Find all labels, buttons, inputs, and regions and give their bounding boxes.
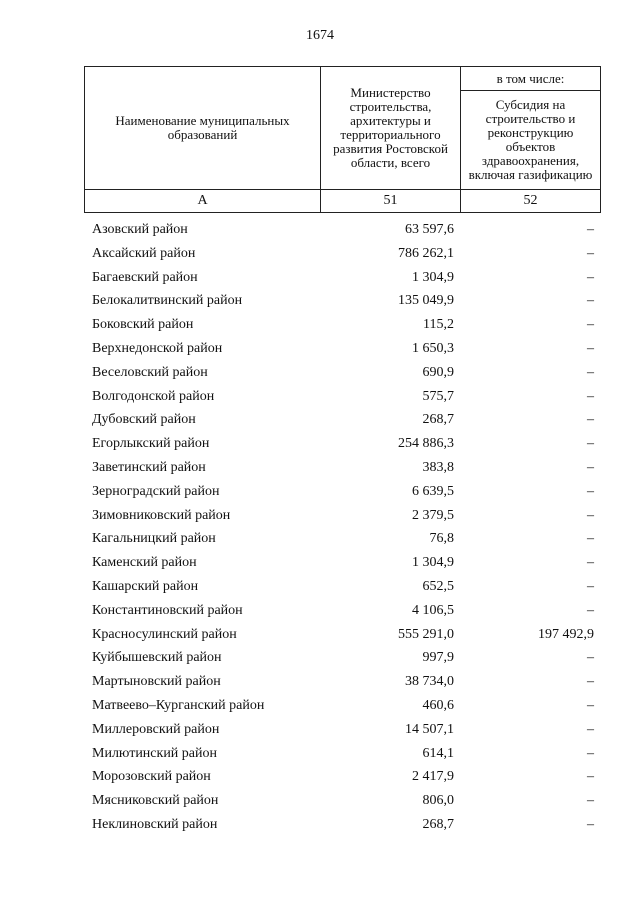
row-value-51: 115,2	[423, 317, 454, 333]
row-value-52: –	[587, 793, 594, 809]
row-value-52: 197 492,9	[538, 626, 594, 642]
row-value-52: –	[587, 459, 594, 475]
table-row	[84, 456, 600, 480]
row-name: Волгодонской район	[92, 388, 215, 404]
code-51: 51	[321, 190, 461, 213]
page-number: 1674	[306, 28, 334, 43]
row-value-51: 1 304,9	[412, 269, 454, 285]
header-including: в том числе:	[461, 67, 601, 91]
row-name: Мясниковский район	[92, 793, 219, 809]
table-row	[84, 646, 600, 670]
table-row	[84, 385, 600, 409]
row-value-52: –	[587, 650, 594, 666]
header-ministry-total: Министерство строительства, архитектуры и территориального развития Ростовской области, всего	[321, 67, 461, 190]
code-52: 52	[461, 190, 601, 213]
table-row	[84, 765, 600, 789]
table-row	[84, 313, 600, 337]
row-name: Дубовский район	[92, 412, 196, 428]
table-row	[84, 361, 600, 385]
row-name: Зерноградский район	[92, 483, 220, 499]
row-value-52: –	[587, 269, 594, 285]
table-row	[84, 480, 600, 504]
row-value-51: 806,0	[422, 793, 454, 809]
row-value-51: 268,7	[422, 412, 454, 428]
row-value-52: –	[587, 816, 594, 832]
row-value-51: 786 262,1	[398, 245, 454, 261]
table-row	[84, 813, 600, 837]
row-value-52: –	[587, 674, 594, 690]
row-value-51: 690,9	[422, 364, 454, 380]
table-row	[84, 266, 600, 290]
row-value-51: 76,8	[429, 531, 454, 547]
row-value-51: 614,1	[422, 745, 454, 761]
row-name: Заветинский район	[92, 459, 206, 475]
row-name: Куйбышевский район	[92, 650, 222, 666]
row-value-51: 2 379,5	[412, 507, 454, 523]
row-name: Мартыновский район	[92, 674, 221, 690]
row-name: Красносулинский район	[92, 626, 237, 642]
row-value-52: –	[587, 697, 594, 713]
row-value-51: 38 734,0	[405, 674, 454, 690]
row-value-52: –	[587, 531, 594, 547]
table-row	[84, 789, 600, 813]
row-value-52: –	[587, 483, 594, 499]
row-value-51: 575,7	[422, 388, 454, 404]
row-value-52: –	[587, 388, 594, 404]
row-name: Егорлыкский район	[92, 436, 210, 452]
row-value-51: 254 886,3	[398, 436, 454, 452]
row-value-51: 14 507,1	[405, 721, 454, 737]
row-value-51: 268,7	[422, 816, 454, 832]
table-row	[84, 408, 600, 432]
table-row	[84, 623, 600, 647]
table-row	[84, 694, 600, 718]
row-name: Матвеево–Курганский район	[92, 697, 265, 713]
row-name: Миллеровский район	[92, 721, 220, 737]
row-value-52: –	[587, 507, 594, 523]
row-value-51: 555 291,0	[398, 626, 454, 642]
row-value-52: –	[587, 721, 594, 737]
row-value-51: 4 106,5	[412, 602, 454, 618]
row-value-51: 63 597,6	[405, 222, 454, 237]
row-value-52: –	[587, 340, 594, 356]
table-row	[84, 242, 600, 266]
row-value-52: –	[587, 578, 594, 594]
table-row	[84, 551, 600, 575]
row-value-51: 652,5	[422, 578, 454, 594]
row-name: Белокалитвинский район	[92, 293, 243, 309]
row-value-51: 1 304,9	[412, 555, 454, 571]
code-a: А	[85, 190, 321, 213]
row-name: Кашарский район	[92, 578, 199, 594]
table-row	[84, 504, 600, 528]
table-row	[84, 337, 600, 361]
row-name: Аксайский район	[92, 245, 196, 261]
row-value-52: –	[587, 602, 594, 618]
table-header	[84, 66, 601, 213]
row-name: Верхнедонской район	[92, 340, 223, 356]
table-row	[84, 575, 600, 599]
row-name: Кагальницкий район	[92, 531, 216, 547]
row-value-51: 997,9	[422, 650, 454, 666]
row-value-52: –	[587, 293, 594, 309]
table-row	[84, 432, 600, 456]
table-row	[84, 599, 600, 623]
row-name: Милютинский район	[92, 745, 218, 761]
row-value-51: 135 049,9	[398, 293, 454, 309]
table-row	[84, 718, 600, 742]
row-value-51: 1 650,3	[412, 340, 454, 356]
table-row	[84, 527, 600, 551]
header-municipality: Наименование муниципальных образований	[85, 67, 321, 190]
row-value-52: –	[587, 317, 594, 333]
row-name: Морозовский район	[92, 769, 211, 785]
row-value-52: –	[587, 412, 594, 428]
row-value-51: 460,6	[422, 697, 454, 713]
table-row	[84, 289, 600, 313]
row-name: Зимовниковский район	[92, 507, 231, 523]
row-value-51: 383,8	[422, 459, 454, 475]
row-name: Боковский район	[92, 317, 194, 333]
row-value-51: 6 639,5	[412, 483, 454, 499]
row-name: Веселовский район	[92, 364, 208, 380]
row-name: Неклиновский район	[92, 816, 218, 832]
table-row	[84, 218, 600, 242]
row-name: Азовский район	[92, 222, 188, 237]
table-row	[84, 670, 600, 694]
row-value-52: –	[587, 769, 594, 785]
row-name: Константиновский район	[92, 602, 243, 618]
row-value-52: –	[587, 364, 594, 380]
row-name: Багаевский район	[92, 269, 198, 285]
table-body	[84, 218, 600, 837]
row-value-52: –	[587, 555, 594, 571]
table-row	[84, 742, 600, 766]
row-value-52: –	[587, 245, 594, 261]
row-value-52: –	[587, 745, 594, 761]
row-value-51: 2 417,9	[412, 769, 454, 785]
header-subsidy: Субсидия на строительство и реконструкцию объектов здравоохранения, включая газификацию	[461, 91, 601, 190]
row-value-52: –	[587, 436, 594, 452]
row-value-52: –	[587, 222, 594, 237]
row-name: Каменский район	[92, 555, 197, 571]
